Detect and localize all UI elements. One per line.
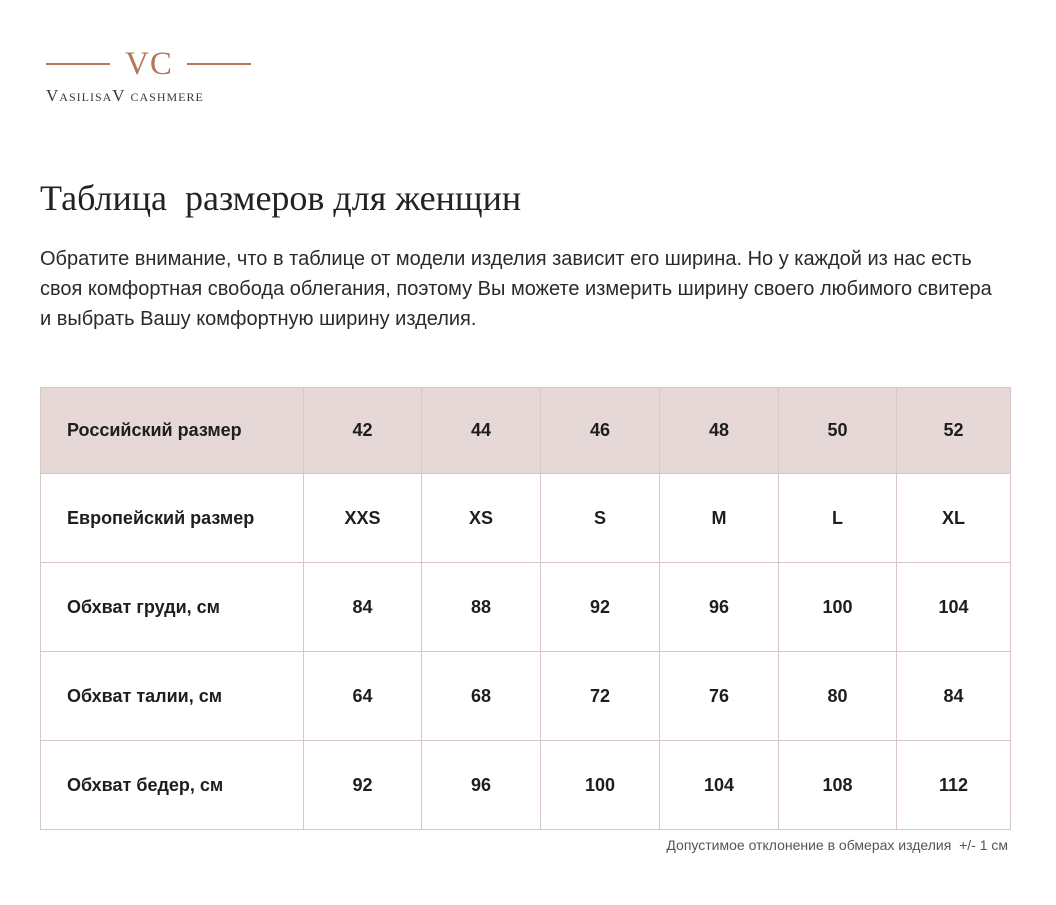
table-cell: 112	[897, 741, 1011, 830]
row-label: Обхват бедер, см	[41, 741, 304, 830]
page-title: Таблица размеров для женщин	[40, 178, 522, 218]
table-header-row	[41, 388, 1011, 474]
table-cell: XL	[897, 474, 1011, 563]
table-cell: 88	[422, 563, 541, 652]
logo-left-rule	[46, 63, 110, 65]
brand-logo	[46, 44, 254, 108]
table-cell: 92	[304, 741, 422, 830]
tolerance-footnote: Допустимое отклонение в обмерах изделия +/- 1 см	[666, 837, 1008, 853]
logo-right-rule	[187, 63, 251, 65]
table-cell: 50	[779, 388, 897, 474]
table-cell: XS	[422, 474, 541, 563]
table-cell: 68	[422, 652, 541, 741]
table-cell: 96	[422, 741, 541, 830]
table-cell: 46	[541, 388, 660, 474]
table-cell: XXS	[304, 474, 422, 563]
row-label: Обхват груди, см	[41, 563, 304, 652]
table-row	[41, 474, 1011, 563]
table-cell: 100	[541, 741, 660, 830]
logo-brand-name: VasilisaV cashmere	[46, 86, 204, 105]
size-chart-table	[40, 387, 1011, 830]
table-cell: 80	[779, 652, 897, 741]
table-row	[41, 652, 1011, 741]
table-cell: 100	[779, 563, 897, 652]
table-cell: 84	[304, 563, 422, 652]
table-cell: 44	[422, 388, 541, 474]
logo-monogram: VC	[125, 46, 173, 82]
row-label: Европейский размер	[41, 474, 304, 563]
table-cell: S	[541, 474, 660, 563]
logo-monogram-row	[46, 44, 254, 84]
table-cell: M	[660, 474, 779, 563]
table-cell: 42	[304, 388, 422, 474]
row-label: Обхват талии, см	[41, 652, 304, 741]
intro-text: Обратите внимание, что в таблице от модели изделия зависит его ширина. Но у каждой из нас есть своя комфортная свобода облегания, поэтому Вы можете измерить ширину своего любимого свитера и выбрать Вашу комфортную ширину изделия.	[40, 248, 992, 330]
table-cell: 76	[660, 652, 779, 741]
table-cell: 104	[897, 563, 1011, 652]
table-cell: 84	[897, 652, 1011, 741]
table-row	[41, 563, 1011, 652]
table-cell: 96	[660, 563, 779, 652]
table-cell: 48	[660, 388, 779, 474]
table-cell: L	[779, 474, 897, 563]
table-cell: 104	[660, 741, 779, 830]
table-cell: 72	[541, 652, 660, 741]
table-cell: 52	[897, 388, 1011, 474]
row-label: Российский размер	[41, 388, 304, 474]
table-cell: 92	[541, 563, 660, 652]
table-cell: 108	[779, 741, 897, 830]
table-cell: 64	[304, 652, 422, 741]
table-row	[41, 741, 1011, 830]
